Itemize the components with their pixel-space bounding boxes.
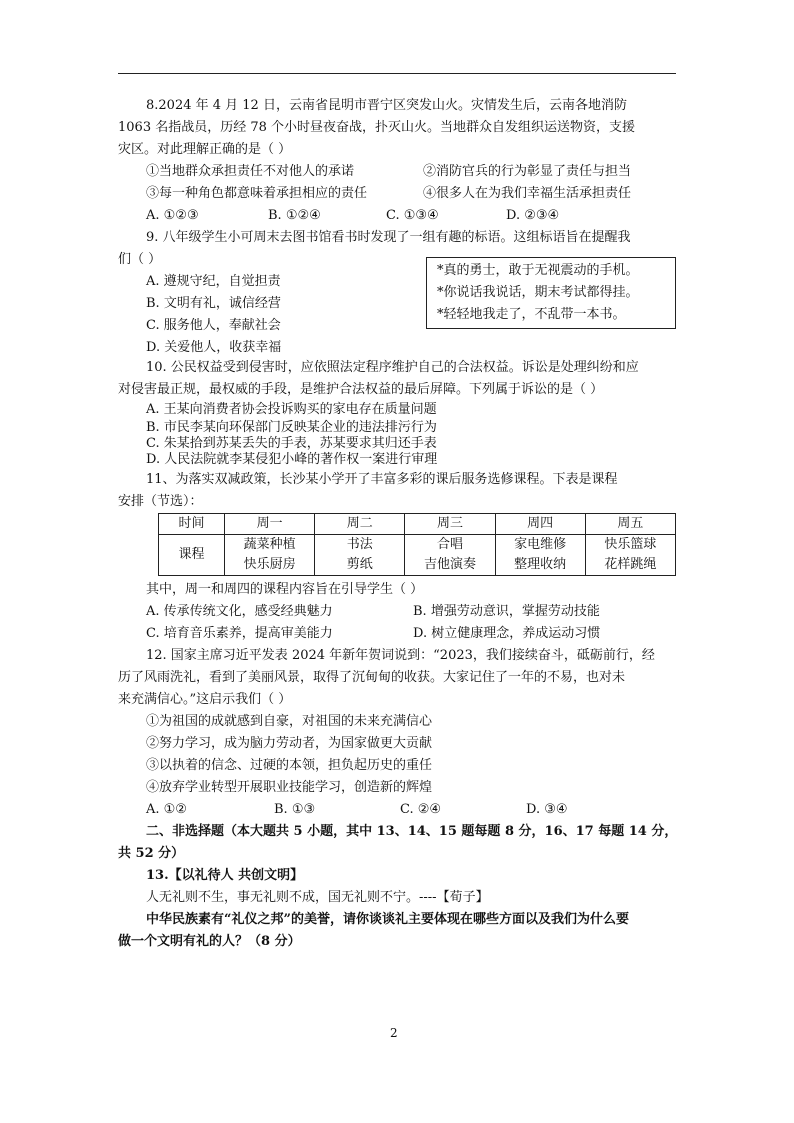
course-item: 家电维修 <box>514 537 567 552</box>
q9-option-a: A. 遵规守纪，自觉担责 <box>146 274 281 289</box>
q8-stem-line-3: 灾区。对此理解正确的是（ ） <box>118 142 292 157</box>
header-rule <box>118 73 676 74</box>
q12-option-a: A. ①② <box>146 802 187 817</box>
q9-stem-line-2: 们（ ） <box>118 252 162 267</box>
table-cell-wednesday <box>405 535 495 576</box>
q10-option-b: B. 市民李某向环保部门反映某企业的违法排污行为 <box>146 420 437 435</box>
q11-option-c: C. 培育音乐素养，提高审美能力 <box>146 626 333 641</box>
q11-stem-line-1: 11、为落实双减政策，长沙某小学开了丰富多彩的课后服务选修课程。下表是课程 <box>146 472 618 487</box>
q9-stem-line-1: 9. 八年级学生小可周末去图书馆看书时发现了一组有趣的标语。这组标语旨在提醒我 <box>146 230 631 245</box>
table-cell-thursday <box>495 535 585 576</box>
q9-option-c: C. 服务他人，奉献社会 <box>146 318 281 333</box>
q8-option-c: C. ①③④ <box>386 208 439 223</box>
q12-option-c: C. ②④ <box>400 802 442 817</box>
table-header-row <box>159 514 676 535</box>
q10-stem-line-1: 10. 公民权益受到侵害时，应依照法定程序维护自己的合法权益。诉讼是处理纠纷和应 <box>146 360 639 375</box>
section2-title-line-1: 二、非选择题（本大题共 5 小题，其中 13、14、15 题每题 8 分，16、17 每题 14 分， <box>146 824 678 839</box>
q8-statement-4: ④很多人在为我们幸福生活承担责任 <box>423 186 632 201</box>
q9-slogan-2: *你说话我说话，期末考试都得挂。 <box>437 285 639 300</box>
q12-statement-3: ③以执着的信念、过硬的本领，担负起历史的重任 <box>146 758 433 773</box>
course-item: 快乐篮球 <box>604 537 657 552</box>
course-item: 剪纸 <box>346 557 373 572</box>
course-item: 合唱 <box>436 537 463 552</box>
q9-slogan-box <box>426 257 676 329</box>
table-cell-monday <box>225 535 315 576</box>
q9-slogan-3: *轻轻地我走了，不乱带一本书。 <box>437 307 626 322</box>
table-header-cell: 时间 <box>159 514 225 535</box>
q12-stem-line-3: 来充满信心。”这启示我们（ ） <box>118 692 292 707</box>
q11-option-d: D. 树立健康理念，养成运动习惯 <box>413 626 601 641</box>
course-item: 整理收纳 <box>514 557 567 572</box>
course-item: 花样跳绳 <box>604 557 657 572</box>
q12-option-d: D. ③④ <box>526 802 568 817</box>
q8-stem-line-1: 8.2024 年 4 月 12 日，云南省昆明市晋宁区突发山火。灾情发生后，云南各地消防 <box>146 98 627 113</box>
q11-option-b: B. 增强劳动意识，掌握劳动技能 <box>413 604 600 619</box>
q12-stem-line-2: 历了风雨洗礼，看到了美丽风景，取得了沉甸甸的收获。大家记住了一年的不易，也对未 <box>118 670 626 685</box>
course-item: 快乐厨房 <box>243 557 296 572</box>
q10-option-a: A. 王某向消费者协会投诉购买的家电存在质量问题 <box>146 402 437 417</box>
table-header-cell: 周二 <box>315 514 405 535</box>
table-header-cell: 周四 <box>495 514 585 535</box>
course-schedule-table <box>158 513 676 576</box>
table-header-cell: 周三 <box>405 514 495 535</box>
course-item: 吉他演奏 <box>423 557 476 572</box>
q12-statement-1: ①为祖国的成就感到自豪，对祖国的未来充满信心 <box>146 714 433 729</box>
q8-option-b: B. ①②④ <box>268 208 321 223</box>
table-row-label: 课程 <box>159 535 225 576</box>
q10-option-c: C. 朱某拾到苏某丢失的手表，苏某要求其归还手表 <box>146 436 437 451</box>
q8-statement-2: ②消防官兵的行为彰显了责任与担当 <box>423 164 632 179</box>
q8-statement-3: ③每一种角色都意味着承担相应的责任 <box>146 186 368 201</box>
q9-option-d: D. 关爱他人，收获幸福 <box>146 340 282 355</box>
q8-stem-line-2: 1063 名指战员，历经 78 个小时昼夜奋战，扑灭山火。当地群众自发组织运送物资，支援 <box>118 120 636 135</box>
table-header-cell: 周五 <box>585 514 675 535</box>
table-cell-friday <box>585 535 675 576</box>
q13-question-line-2: 做一个文明有礼的人？（8 分） <box>118 934 301 949</box>
q11-stem-line-2: 安排（节选）： <box>118 494 203 509</box>
course-item: 蔬菜种植 <box>243 537 296 552</box>
q10-option-d: D. 人民法院就李某侵犯小峰的著作权一案进行审理 <box>146 452 438 467</box>
q10-stem-line-2: 对侵害最正规，最权威的手段，是维护合法权益的最后屏障。下列属于诉讼的是（ ） <box>118 382 604 397</box>
q9-option-b: B. 文明有礼，诚信经营 <box>146 296 281 311</box>
q13-quote: 人无礼则不生，事无礼则不成，国无礼则不宁。----【荀子】 <box>146 890 489 905</box>
table-row <box>159 535 676 576</box>
table-cell-tuesday <box>315 535 405 576</box>
q13-question-line-1: 中华民族素有“礼仪之邦”的美誉，请你谈谈礼主要体现在哪些方面以及我们为什么要 <box>146 912 629 927</box>
table-header-cell: 周一 <box>225 514 315 535</box>
q11-after-table: 其中，周一和周四的课程内容旨在引导学生（ ） <box>146 582 424 597</box>
q12-statement-2: ②努力学习，成为脑力劳动者，为国家做更大贡献 <box>146 736 433 751</box>
course-item: 书法 <box>346 537 373 552</box>
q12-statement-4: ④放弃学业转型开展职业技能学习，创造新的辉煌 <box>146 780 433 795</box>
page-number: 2 <box>390 1026 398 1040</box>
q8-option-d: D. ②③④ <box>506 208 560 223</box>
q12-stem-line-1: 12. 国家主席习近平发表 2024 年新年贺词说到：“2023，我们接续奋斗，砥砺前行，经 <box>146 648 655 663</box>
q12-option-b: B. ①③ <box>274 802 316 817</box>
q9-slogan-1: *真的勇士，敢于无视震动的手机。 <box>437 263 639 278</box>
section2-title-line-2: 共 52 分） <box>118 846 185 861</box>
q11-option-a: A. 传承传统文化，感受经典魅力 <box>146 604 333 619</box>
q8-option-a: A. ①②③ <box>146 208 199 223</box>
q13-title: 13.【以礼待人 共创文明】 <box>146 868 304 883</box>
q8-statement-1: ①当地群众承担责任不对他人的承诺 <box>146 164 355 179</box>
